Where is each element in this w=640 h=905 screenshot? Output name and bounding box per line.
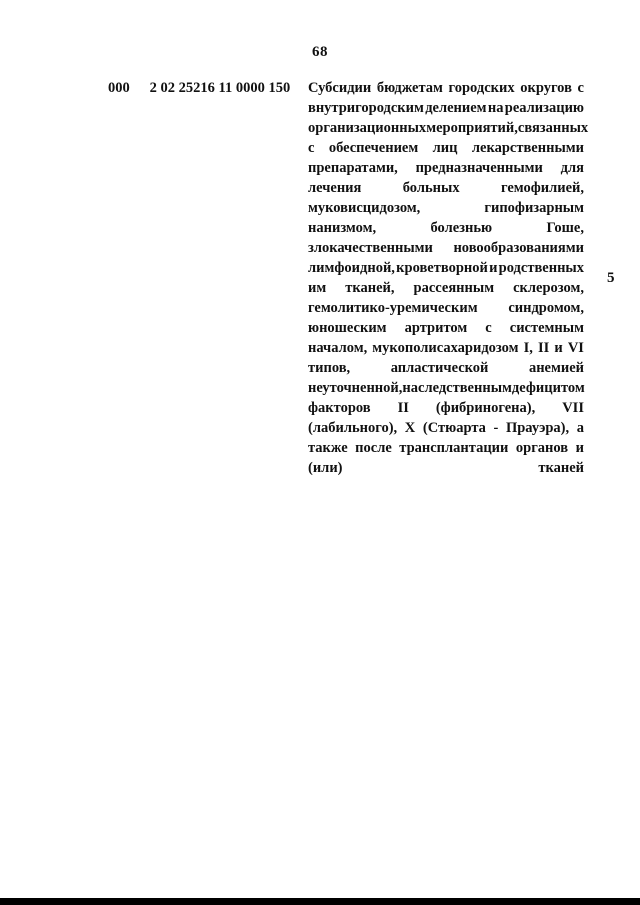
description-line: [308, 278, 584, 298]
margin-number: 5: [607, 270, 615, 286]
description-line: [308, 398, 584, 418]
description-word: гипофизарным: [484, 200, 584, 216]
description-word: X: [404, 420, 416, 436]
description-word: с: [308, 140, 315, 156]
description-line: [308, 418, 584, 438]
description-word: после: [355, 440, 392, 456]
description-word: кроветворной: [396, 260, 488, 276]
description-line: [308, 258, 584, 278]
description-word: лекарственными: [471, 140, 584, 156]
description-word: артритом: [404, 320, 468, 336]
description-word: больных: [402, 180, 460, 196]
description-word: I,: [523, 340, 533, 356]
description-line: [308, 78, 584, 98]
description-word: органов: [515, 440, 569, 456]
description-word: нанизмом,: [308, 220, 377, 236]
description-line: [308, 158, 584, 178]
description-word: II: [397, 400, 409, 416]
description-word: склерозом,: [513, 280, 584, 296]
description-line: [308, 118, 589, 138]
description-word: на: [487, 100, 504, 116]
description-word: типов,: [308, 360, 351, 376]
description-word: обеспечением: [328, 140, 419, 156]
description-line: [308, 318, 584, 338]
description-word: VII: [562, 400, 584, 416]
description-word: (лабильного),: [308, 420, 398, 436]
description-word: связанных: [517, 120, 589, 136]
description-word: городских: [448, 80, 515, 96]
description-word: мероприятий,: [426, 120, 518, 136]
description-word: родственных: [498, 260, 584, 276]
description-word: и: [554, 340, 563, 356]
description-word: новообразованиями: [453, 240, 584, 256]
description-word: Гоше,: [546, 220, 584, 236]
description-line: [308, 98, 584, 118]
description-word: анемией: [528, 360, 584, 376]
description-line: [308, 138, 584, 158]
description-word: дефицитом: [511, 380, 585, 396]
description-word: им: [308, 280, 327, 296]
description-word: препаратами,: [308, 160, 398, 176]
description-word: с: [485, 320, 492, 336]
description-word: внутригородским: [308, 100, 424, 116]
description-line: [308, 338, 584, 358]
budget-classification-code: 2 02 25216 11 0000 150: [149, 80, 291, 96]
description-word: для: [560, 160, 584, 176]
description-word: и: [575, 440, 584, 456]
description-line: [308, 178, 584, 198]
description-word: тканей: [538, 460, 584, 476]
description-word: VI: [567, 340, 584, 356]
description-word: гемолитико-уремическим: [308, 300, 478, 316]
description-word: трансплантации: [399, 440, 509, 456]
description-line: [308, 198, 584, 218]
description-word: злокачественными: [308, 240, 433, 256]
description-word: (Стюарта: [422, 420, 486, 436]
admin-code: 000: [108, 80, 130, 96]
description-word: (фибриногена),: [435, 400, 536, 416]
description-word: синдромом,: [508, 300, 584, 316]
description-word: неуточненной,: [308, 380, 403, 396]
description-line: [308, 298, 584, 318]
description-word: лимфоидной,: [308, 260, 395, 276]
description-line: [308, 238, 584, 258]
description-word: II: [537, 340, 550, 356]
description-word: округов: [520, 80, 572, 96]
description-word: муковисцидозом,: [308, 200, 421, 216]
description-word: также: [308, 440, 348, 456]
description-word: а: [576, 420, 584, 436]
description-line: [308, 458, 584, 478]
description-text: [308, 78, 589, 478]
description-line: [308, 378, 584, 398]
description-word: началом,: [308, 340, 368, 356]
description-word: организационных: [308, 120, 427, 136]
description-word: лечения: [308, 180, 362, 196]
description-word: с: [577, 80, 584, 96]
description-word: и: [489, 260, 498, 276]
description-word: делением: [425, 100, 487, 116]
description-word: факторов: [308, 400, 371, 416]
description-word: тканей,: [345, 280, 395, 296]
budget-code-column: [108, 78, 290, 98]
description-word: мукополисахаридозом: [372, 340, 519, 356]
description-line: [308, 218, 584, 238]
scan-edge-bar: [0, 898, 640, 905]
description-word: бюджетам: [376, 80, 443, 96]
description-line: [308, 358, 584, 378]
description-word: предназначенными: [415, 160, 543, 176]
description-word: апластической: [390, 360, 489, 376]
description-line: [308, 438, 584, 458]
page-number: 68: [312, 44, 328, 60]
description-word: реализацию: [504, 100, 584, 116]
description-word: системным: [509, 320, 584, 336]
description-word: юношеским: [308, 320, 387, 336]
description-word: гемофилией,: [500, 180, 584, 196]
description-word: рассеянным: [413, 280, 495, 296]
description-word: Прауэра),: [505, 420, 570, 436]
description-word: лиц: [432, 140, 458, 156]
description-word: (или): [308, 460, 343, 476]
description-word: болезнью: [430, 220, 493, 236]
description-word: наследственным: [402, 380, 512, 396]
description-word: Субсидии: [308, 80, 372, 96]
description-word: -: [493, 420, 499, 436]
